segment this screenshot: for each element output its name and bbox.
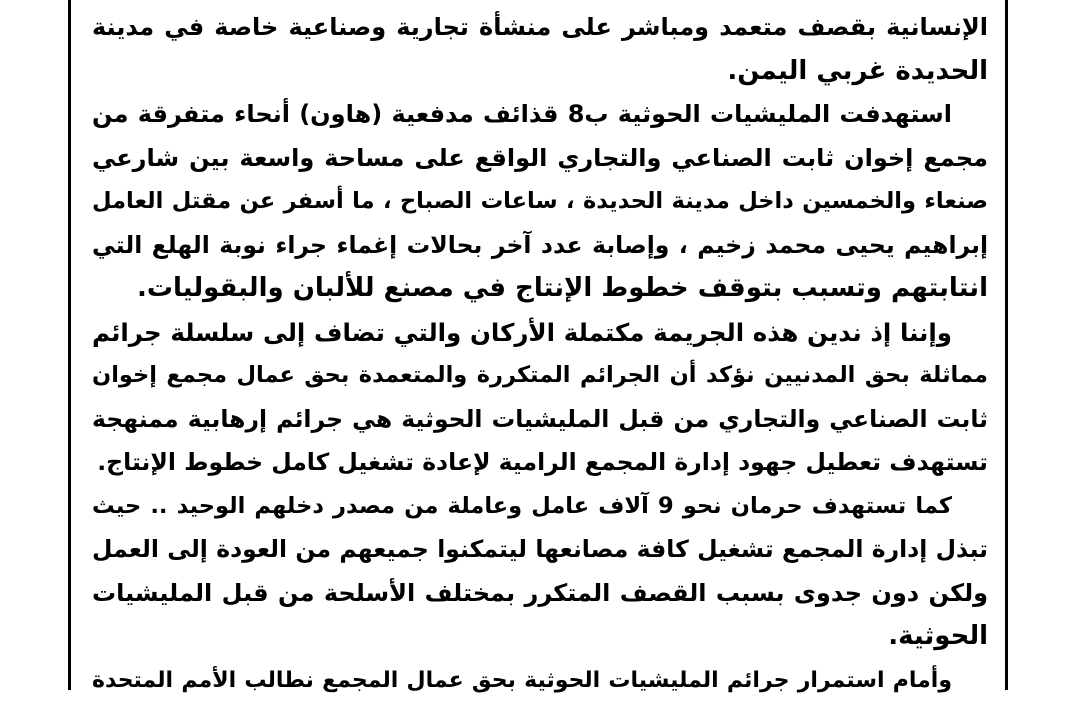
text-line: ولكن دون جدوى بسبب القصف المتكرر بمختلف الأسلحة من قبل المليشيات [92, 572, 988, 616]
text-line: مماثلة بحق المدنيين نؤكد أن الجرائم المتكررة والمتعمدة بحق عمال مجمع إخوان [92, 354, 988, 398]
paragraph-5 [92, 659, 988, 702]
text-line: إبراهيم يحيى محمد زخيم ، وإصابة عدد آخر بحالات إغماء جراء نوبة الهلع التي [92, 224, 988, 268]
text-line: الحوثية. [92, 615, 988, 659]
text-line: صنعاء والخمسين داخل مدينة الحديدة ، ساعات الصباح ، ما أسفر عن مقتل العامل [92, 180, 988, 224]
text-line: انتابتهم وتسبب بتوقف خطوط الإنتاج في مصنع للألبان والبقوليات. [92, 267, 988, 311]
text-line: الحديدة غربي اليمن. [92, 50, 988, 94]
text-line: كما تستهدف حرمان نحو 9 آلاف عامل وعاملة من مصدر دخلهم الوحيد .. حيث [92, 485, 988, 529]
text-line: مجمع إخوان ثابت الصناعي والتجاري الواقع على مساحة واسعة بين شارعي [92, 137, 988, 181]
text-line: الإنسانية بقصف متعمد ومباشر على منشأة تجارية وصناعية خاصة في مدينة [92, 6, 988, 50]
text-line: ثابت الصناعي والتجاري من قبل المليشيات الحوثية هي جرائم إرهابية ممنهجة [92, 398, 988, 442]
text-line: وأمام استمرار جرائم المليشيات الحوثية بحق عمال المجمع نطالب الأمم المتحدة [92, 659, 988, 702]
document-body [92, 6, 988, 702]
text-line: استهدفت المليشيات الحوثية ب8 قذائف مدفعية (هاون) أنحاء متفرقة من [92, 93, 988, 137]
paragraph-3 [92, 311, 988, 485]
text-line: تبذل إدارة المجمع تشغيل كافة مصانعها ليتمكنوا جميعهم من العودة إلى العمل [92, 528, 988, 572]
paragraph-1 [92, 6, 988, 93]
paragraph-2 [92, 93, 988, 311]
text-line: تستهدف تعطيل جهود إدارة المجمع الرامية لإعادة تشغيل كامل خطوط الإنتاج. [92, 441, 988, 485]
paragraph-4 [92, 485, 988, 659]
text-line: وإننا إذ ندين هذه الجريمة مكتملة الأركان والتي تضاف إلى سلسلة جرائم [92, 311, 988, 355]
